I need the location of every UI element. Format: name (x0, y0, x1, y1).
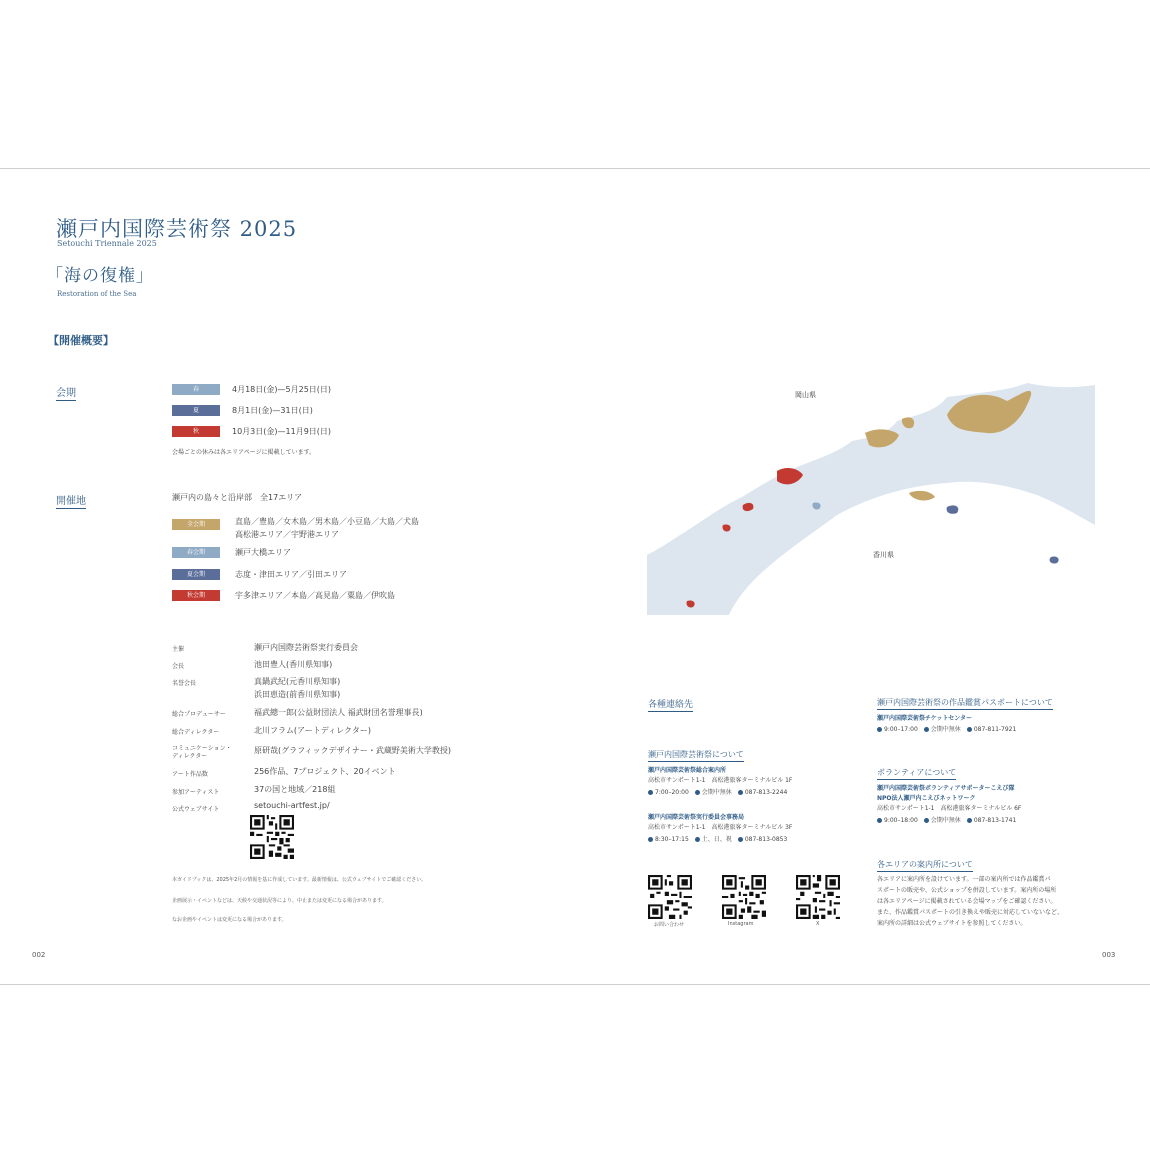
credit-key: コミュニケーション・ (172, 745, 232, 752)
credit-key: 主催 (172, 646, 185, 653)
info1-name: 瀬戸内国際芸術祭総合案内所 (648, 767, 727, 774)
qr-label: X (816, 921, 820, 927)
volunteer-name: 瀬戸内国際芸術祭ボランティアサポーターこえび隊 (877, 785, 1015, 792)
x-qr-code[interactable] (796, 875, 840, 919)
credit-key: 名誉会長 (172, 680, 197, 687)
credit-value: 37の国と地域／218組 (254, 785, 336, 794)
contacts-heading: 各種連絡先 (648, 697, 693, 712)
credit-key: 総合プロデューサー (172, 711, 226, 718)
volunteer-address: 高松市サンポート1-1 高松港旅客ターミナルビル 6F (877, 805, 1022, 812)
venue-spring-areas: 瀬戸大橋エリア (235, 548, 291, 557)
venue-chip-autumn: 秋会期 (172, 590, 220, 601)
footnote: 企画展示・イベントなどは、天候や交通状況等により、中止または変更になる場合があります。 (172, 898, 387, 904)
credit-value[interactable]: setouchi-artfest.jp/ (254, 801, 330, 810)
area-info-heading: 各エリアの案内所について (877, 859, 973, 872)
area-info-text: スポートの販売や、公式ショップを併設しています。案内所の場所 (877, 887, 1057, 894)
info2-address: 高松市サンポート1-1 高松港旅客ターミナルビル 3F (648, 824, 793, 831)
theme-title-en: Restoration of the Sea (57, 290, 137, 298)
period-chip-summer: 夏 (172, 405, 220, 416)
credit-value: 原研哉(グラフィックデザイナー・武蔵野美術大学教授) (254, 746, 452, 755)
guidebook-spread (0, 168, 1150, 985)
shido-area-shape (947, 505, 959, 513)
credit-value: 福武總一郎(公益財団法人 福武財団名誉理事長) (254, 708, 423, 717)
passport-heading: 瀬戸内国際芸術祭の作品鑑賞パスポートについて (877, 697, 1053, 710)
info1-hours: 7:00–20:00 会期中無休 087-813-2244 (648, 787, 787, 796)
period-spring-dates: 4月18日(金)—5月25日(日) (232, 385, 332, 394)
credit-value: 真鍋武紀(元香川県知事) (254, 677, 341, 686)
page-title: 瀬戸内国際芸術祭 2025 (56, 217, 298, 241)
page-number-left: 002 (32, 951, 46, 959)
credit-key: 総合ディレクター (172, 729, 220, 736)
venue-chip-spring: 春会期 (172, 547, 220, 558)
volunteer-org: NPO法人瀬戸内こえびネットワーク (877, 795, 976, 802)
period-autumn-dates: 10月3日(金)—11月9日(日) (232, 427, 332, 436)
info2-hours: 8:30–17:15 土、日、祝 087-813-0853 (648, 834, 787, 843)
credit-key: 会長 (172, 663, 185, 670)
credit-value: 池田豊人(香川県知事) (254, 660, 333, 669)
hiketa-area-shape (1050, 556, 1059, 563)
venue-all-ports: 高松港エリア／宇野港エリア (235, 530, 339, 539)
page-number-right: 003 (1102, 951, 1116, 959)
section-heading: 【開催概要】 (48, 334, 114, 347)
venue-chip-all: 全会期 (172, 519, 220, 530)
footnote: なお企画やイベントは変更になる場合があります。 (172, 917, 287, 923)
credit-key: ディレクター (172, 753, 208, 760)
contact-qr-code[interactable] (648, 875, 692, 919)
venue-summer-areas: 志度・津田エリア／引田エリア (235, 570, 347, 579)
passport-center-name: 瀬戸内国際芸術祭チケットセンター (877, 715, 973, 722)
page-title-en: Setouchi Triennale 2025 (57, 239, 157, 248)
period-note: 会場ごとの休みは各エリアページに掲載しています。 (172, 449, 316, 456)
footnote: 本ガイドブックは、2025年2月の情報を基に作成しています。最新情報は、公式ウェブサイトでご確認ください。 (172, 877, 427, 883)
qr-label: Instagram (728, 921, 754, 927)
period-chip-spring: 春 (172, 384, 220, 395)
period-label: 会期 (56, 384, 76, 401)
venue-label: 開催地 (56, 492, 86, 509)
credit-key: 公式ウェブサイト (172, 806, 220, 813)
credit-key: 参加アーティスト (172, 789, 220, 796)
info1-address: 高松市サンポート1-1 高松港旅客ターミナルビル 1F (648, 777, 793, 784)
venue-all-islands: 直島／豊島／女木島／男木島／小豆島／大島／犬島 (235, 517, 419, 526)
credit-value: 瀬戸内国際芸術祭実行委員会 (254, 643, 358, 652)
area-info-text: 各エリアに案内所を設けています。一部の案内所では作品鑑賞パ (877, 876, 1051, 883)
volunteer-heading: ボランティアについて (877, 767, 956, 780)
area-map (647, 375, 1095, 615)
theme-title: 「海の復権」 (46, 266, 154, 286)
info-heading: 瀬戸内国際芸術祭について (648, 749, 744, 762)
credit-key: アート作品数 (172, 771, 208, 778)
kagawa-prefecture-label: 香川県 (873, 551, 894, 559)
venue-chip-summer: 夏会期 (172, 569, 220, 580)
website-qr-code[interactable] (250, 815, 294, 859)
passport-hours: 9:00–17:00 会期中無休 087-811-7921 (877, 724, 1016, 733)
instagram-qr-code[interactable] (722, 875, 766, 919)
info2-name: 瀬戸内国際芸術祭実行委員会事務局 (648, 814, 745, 821)
area-info-text: 案内所の詳細は公式ウェブサイトを参照してください。 (877, 920, 1027, 927)
credit-value: 浜田恵造(前香川県知事) (254, 690, 341, 699)
period-chip-autumn: 秋 (172, 426, 220, 437)
area-info-text: また、作品鑑賞パスポートの引き換えや販売に対応していないなど、 (877, 909, 1064, 916)
okayama-prefecture-label: 岡山県 (795, 391, 816, 399)
qr-label: お問い合わせ (654, 922, 685, 928)
area-info-text: は各エリアページに掲載されている会場マップをご確認ください。 (877, 898, 1057, 905)
credit-value: 256作品、7プロジェクト、20イベント (254, 767, 396, 776)
credit-value: 北川フラム(アートディレクター) (254, 726, 371, 735)
period-summer-dates: 8月1日(金)—31日(日) (232, 406, 313, 415)
venue-summary: 瀬戸内の島々と沿岸部 全17エリア (172, 493, 303, 502)
venue-autumn-areas: 宇多津エリア／本島／高見島／粟島／伊吹島 (235, 591, 395, 600)
volunteer-hours: 9:00–18:00 会期中無休 087-813-1741 (877, 815, 1016, 824)
